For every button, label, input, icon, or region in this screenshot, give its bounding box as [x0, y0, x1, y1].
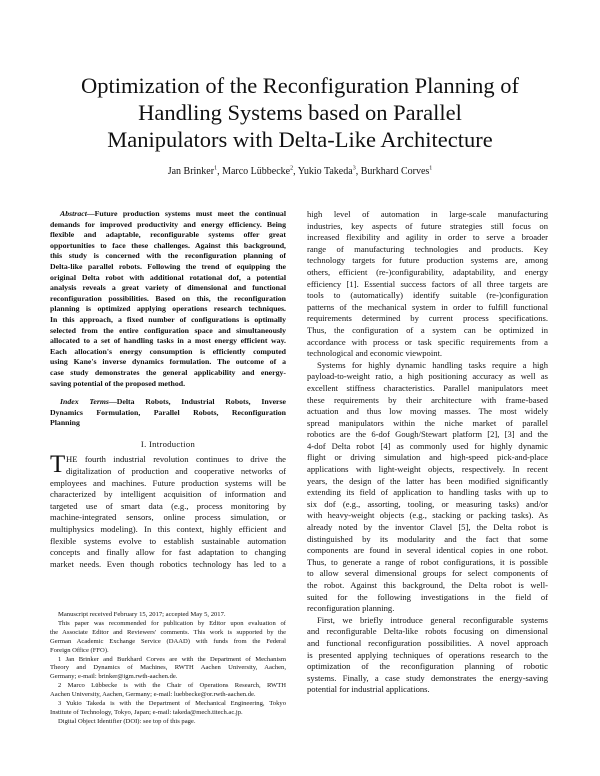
body-line: accordance with process or task specific requirements from a	[307, 336, 548, 347]
body-line: First, we briefly introduce general reconfigurable systems	[317, 614, 548, 625]
body-line: robotics are the 6-dof Gough/Stewart platform [2], [3] and the	[307, 429, 548, 440]
introduction-line: market needs. Even though robotics technology has led to a	[50, 558, 286, 569]
author-name: Burkhard Corves	[360, 166, 430, 177]
paragraph-automation	[307, 209, 548, 360]
body-line: technology targets for future production systems are, among	[307, 255, 548, 266]
paragraph-outline	[307, 615, 548, 696]
body-line: payload-to-weight ratio, a high positioning accuracy as well as	[307, 371, 548, 382]
abstract-line: original Delta robot with additional rotational dof, a potential	[50, 272, 286, 282]
body-line: applications with light-weight objects, respectively. In recent	[307, 464, 548, 475]
body-line: increased flexibility and agility in order to serve a broader	[307, 232, 548, 243]
introduction-line: targeted use of smart data (e.g., process monitoring by	[50, 500, 286, 511]
left-column	[50, 209, 286, 570]
footnote-line: Manuscript received February 15, 2017; accepted May 5, 2017.	[58, 611, 226, 618]
footnote-line: 2 Marco Lübbecke is with the Chair of Operations Research, RWTH	[58, 682, 286, 690]
footnote-line: Germany; e-mail: brinker@igm.rwth-aachen.de.	[50, 673, 178, 681]
introduction-line: concepts and finally allow for fast adaptation to changing	[50, 547, 286, 558]
introduction-line: characterized by intelligent acquisition of information and	[50, 489, 286, 500]
footnote-line: Institute of Technology, Tokyo, Japan; e-mail: takeda@mech.titech.ac.jp.	[50, 708, 243, 716]
index-terms-line	[50, 397, 286, 408]
introduction-line: flexible systems evolve to establish sustainable automation	[50, 535, 286, 546]
abstract-line: case study demonstrates the general applicability and energy-	[50, 367, 286, 377]
footnote-line: Foreign Office (FFO).	[50, 646, 109, 654]
author-affiliation-mark: 2	[290, 165, 294, 172]
body-line: years, the design of the latter has been modified significantly	[307, 475, 548, 486]
paragraph-parallel-manipulators	[307, 360, 548, 615]
author-name: Marco Lübbecke	[222, 166, 291, 177]
body-line: with heavy-weight objects (e.g., stacking or packing tasks). As	[307, 510, 548, 521]
body-line: high level of automation in large-scale manufacturing	[307, 209, 548, 219]
abstract-line: analysis reveals a great variety of dimensional and functional	[50, 283, 286, 293]
author-separator: ,	[355, 166, 361, 177]
introduction-line: employees and machines. Future production systems will be	[50, 477, 286, 488]
body-line: actuation and thus low moving masses. The most widely	[307, 406, 548, 417]
body-line: reconfiguration planning.	[307, 603, 395, 614]
footnotes	[50, 611, 286, 727]
author-list	[0, 166, 600, 177]
abstract-line	[50, 209, 286, 220]
body-line: range of manufacturing technologies and products. Key	[307, 243, 548, 254]
footnote-line: Aachen University, Aachen, Germany; e-mail: luebbecke@or.rwth-aachen.de.	[50, 691, 256, 699]
right-column	[307, 209, 548, 696]
body-line: and functional reconfiguration possibilities. A novel approach	[307, 637, 548, 648]
abstract-line: planning is optimized applying operations research techniques.	[50, 304, 286, 314]
abstract-line: demands for improved productivity and energy efficiency. Being	[50, 219, 286, 229]
drop-cap: T	[50, 451, 66, 479]
abstract-line: allocated to a set of handling tasks in a most energy efficient way.	[50, 336, 286, 346]
section-heading-introduction: I. Introduction	[140, 438, 196, 449]
author-affiliation-mark: 1	[214, 165, 218, 172]
footnote-line: Theory and Dynamics of Machines, RWTH Aachen University, Aachen,	[50, 664, 286, 672]
footnote-line: German Academic Exchange Service (DAAD) with funds from the Federal	[50, 637, 286, 645]
introduction-line: machine-integrated sensors, online process simulation, or	[50, 512, 286, 523]
body-line: tools to (automatically) identify suitable (re-)configuration	[307, 290, 548, 301]
introduction-text	[50, 451, 286, 570]
abstract-line: selected from the entire configuration space and simultaneously	[50, 325, 286, 335]
body-line: requirements determined by current process specifications.	[307, 313, 548, 324]
title-line: Handling Systems based on Parallel	[138, 100, 462, 125]
body-line: suited for the following investigations in the field of	[307, 591, 548, 602]
footnote-line: This paper was recommended for publication by Editor upon evaluation of	[58, 619, 286, 627]
author-affiliation-mark: 3	[352, 165, 356, 172]
title-line: Optimization of the Reconfiguration Planning of	[80, 73, 520, 98]
author-name: Jan Brinker	[167, 166, 215, 177]
abstract-line: opportunities to face these challenges. Against this background,	[50, 240, 286, 250]
body-line: technological and economic viewpoint.	[307, 348, 443, 359]
body-line: optimization of the reconfiguration planning of robotic	[307, 661, 548, 672]
abstract-line: Each allocation's energy consumption is efficiently computed	[50, 346, 286, 356]
body-line: efficiency [1]. Essential success factors of all three targets are	[307, 278, 548, 289]
body-line: already noted by the inventor Clavel [5], the Delta robot is	[307, 522, 548, 533]
abstract-line: this study is concerned with the reconfiguration planning of	[50, 251, 286, 261]
body-line: and reconfigurable Delta-like robots focusing on dimensional	[307, 626, 548, 637]
body-line: to allow several dimensional groups for select components of	[307, 568, 548, 579]
body-line: flight or driving simulation and high-speed pick-and-place	[307, 452, 548, 463]
body-line: six dof (e.g., assorting, tooling, or measuring tasks) and/or	[307, 498, 548, 509]
body-line: Thus, to generate a range of robot configurations, it is possible	[307, 556, 548, 567]
body-line: these requirements by their architecture with frame-based	[307, 394, 548, 405]
author-separator: ,	[293, 166, 298, 177]
body-line: Systems for highly dynamic handling tasks require a high	[317, 359, 548, 370]
abstract	[50, 209, 286, 389]
title-line: Manipulators with Delta-Like Architecture	[107, 127, 493, 152]
body-line: is presented applying techniques of operations research to the	[307, 649, 548, 660]
index-terms-label: Index Terms	[60, 397, 109, 407]
footnote-line: the Associate Editor and Reviewers' comments. This work is supported by the	[50, 628, 286, 636]
body-line: excellent stiffness characteristics. Parallel manipulators meet	[307, 382, 548, 393]
footnote-line: 1 Jan Brinker and Burkhard Corves are with the Department of Mechanism	[58, 655, 286, 663]
body-line: potential for industrial applications.	[307, 684, 430, 695]
body-line: spread manipulators within the niche market of parallel	[307, 417, 548, 428]
body-line: components are found in several identical copies in one robot.	[307, 545, 548, 556]
body-line: systems. Finally, a case study demonstrates the energy-saving	[307, 672, 548, 683]
paper-title	[40, 72, 560, 153]
body-line: others, efficient (re-)configurability, adaptability, and energy	[307, 266, 548, 277]
abstract-line: reconfiguration possibilities. Based on this, the reconfiguration	[50, 293, 286, 303]
footnote-line: 3 Yukio Takeda is with the Department of Mechanical Engineering, Tokyo	[58, 700, 286, 708]
introduction-line: multiphysics modeling). In this context, highly efficient and	[50, 524, 286, 535]
abstract-line: Delta-like parallel robots. Following the trend of equipping the	[50, 261, 286, 271]
introduction-line: digitalization of production and cooperative networks of	[66, 466, 286, 477]
body-line: Thus, the configuration of a system can be optimized in	[307, 324, 548, 335]
body-line: industries, key aspects of future strategies still focus on	[307, 220, 548, 231]
abstract-line: using Kane's inverse dynamics formulation. The outcome of a	[50, 357, 286, 367]
abstract-label: Abstract—	[60, 209, 95, 218]
author-affiliation-mark: 1	[429, 165, 433, 172]
abstract-text: Future production systems must meet the continual	[94, 209, 286, 218]
body-line: 4-dof Delta robot [4] as commonly used for highly dynamic	[307, 440, 548, 451]
footnote-line: Digital Object Identifier (DOI): see top of this page.	[58, 717, 196, 725]
body-line: extending its field of application to handling tasks with up to	[307, 487, 548, 498]
abstract-line: In this approach, a fixed number of configurations is optimally	[50, 314, 286, 324]
index-terms-line: Dynamics Formulation, Parallel Robots, Reconfiguration	[50, 407, 286, 417]
index-terms-text: —Delta Robots, Industrial Robots, Inverse	[108, 397, 286, 407]
introduction-line: HE fourth industrial revolution continues to drive the	[66, 454, 286, 465]
index-terms-line: Planning	[50, 418, 80, 428]
body-line: patterns of the mechanical system in order to fulfill functional	[307, 301, 548, 312]
index-terms	[50, 397, 286, 429]
body-line: distinguished by its modularity and the fact that some	[307, 533, 548, 544]
abstract-line: saving potential of the proposed method.	[50, 378, 186, 388]
author-name: Yukio Takeda	[297, 166, 353, 177]
abstract-line: flexible and adaptable, reconfigurable systems offer great	[50, 230, 286, 240]
author-separator: ,	[217, 166, 223, 177]
body-line: the robot. Against this background, the Delta robot is well-	[307, 580, 548, 590]
